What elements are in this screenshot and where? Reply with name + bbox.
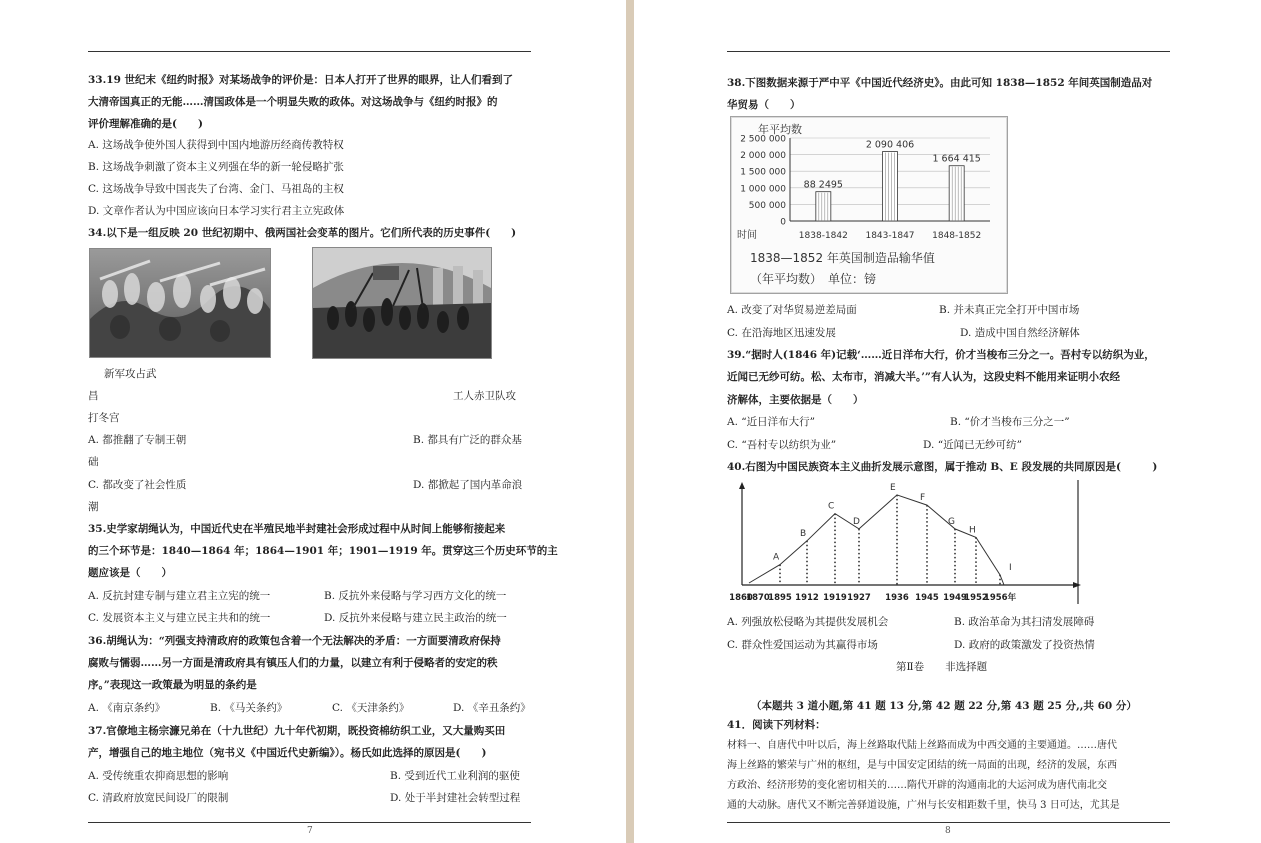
q35-line3: 题应该是（ ）: [88, 567, 172, 579]
q41-material-line2: 海上丝路的繁荣与广州的枢纽，是与中国安定团结的统一局面的出现，经济的发展，东西: [727, 760, 1117, 771]
q34-option-a[interactable]: A. 都推翻了专制王朝: [88, 434, 187, 446]
footer-rule: [727, 822, 1170, 823]
q38-option-d[interactable]: D. 造成中国自然经济解体: [960, 327, 1080, 339]
part2-title: 第Ⅱ卷 非选择题: [896, 661, 988, 673]
q37-option-c[interactable]: C. 清政府放宽民间设厂的限制: [88, 792, 229, 804]
q39-option-d[interactable]: D. “近闻已无纱可纺”: [923, 439, 1022, 451]
line-x-tick: 1952: [964, 593, 988, 603]
bar-chart-subtitle: （年平均数） 单位：镑: [750, 272, 877, 286]
point-label-h: H: [969, 525, 976, 536]
q39-option-b[interactable]: B. “价才当梭布三分之一”: [950, 416, 1070, 428]
bar: [816, 192, 831, 221]
q33-option-a[interactable]: A. 这场战争使外国人获得到中国内地游历经商传教特权: [88, 139, 344, 151]
line-x-tick: 1919: [823, 593, 847, 603]
page-number: 7: [307, 826, 313, 836]
part2-note: （本题共 3 道小题,第 41 题 13 分,第 42 题 22 分,第 43 题 25 分,,共 60 分）: [751, 700, 1137, 712]
page-gutter: [626, 0, 634, 843]
bar-y-tick: 2 500 000: [740, 134, 786, 145]
q36-line3: 序。”表现这一政策最为明显的条约是: [88, 679, 257, 691]
bar: [883, 152, 898, 221]
header-rule: [727, 51, 1170, 52]
point-label-c: C: [828, 501, 835, 512]
q34-option-b[interactable]: B. 都具有广泛的群众基: [413, 434, 522, 446]
page-8: [634, 0, 1261, 843]
q33-option-c[interactable]: C. 这场战争导致中国丧失了台湾、金门、马祖岛的主权: [88, 183, 344, 195]
q36-option-d[interactable]: D. 《辛丑条约》: [453, 702, 531, 714]
page-number: 8: [945, 826, 951, 836]
page-7: [0, 0, 626, 843]
bar: [949, 166, 964, 221]
q41-stem: 41．阅读下列材料：: [727, 719, 826, 731]
q40-option-c[interactable]: C. 群众性爱国运动为其赢得市场: [727, 639, 878, 651]
line-x-tick: 1945: [915, 593, 939, 603]
q39-line3: 济解体，主要依据是（ ）: [727, 394, 864, 406]
image2-caption-line2: 打冬宫: [88, 412, 120, 424]
point-label-g: G: [948, 516, 955, 527]
q33-line1: 33.19 世纪末《纽约时报》对某场战争的评价是：日本人打开了世界的眼界，让人们看到了: [88, 74, 514, 86]
q37-line1: 37.官僚地主杨宗濂兄弟在（十九世纪）九十年代初期，既投资棉纺织工业，又大量购买田: [88, 725, 506, 737]
bar-chart-title: 1838—1852 年英国制造品输华值: [750, 251, 935, 265]
bar-value-label: 2 090 406: [865, 139, 915, 151]
bar-value-label: 1 664 415: [932, 153, 981, 165]
q34-stem: 34.以下是一组反映 20 世纪初期中、俄两国社会变革的图片。它们所代表的历史事件( ): [88, 227, 517, 239]
q40-stem: 40.右图为中国民族资本主义曲折发展示意图，属于推动 B、E 段发展的共同原因是( ): [727, 461, 1158, 473]
q38-option-b[interactable]: B. 并未真正完全打开中国市场: [939, 304, 1080, 316]
q35-option-b[interactable]: B. 反抗外来侵略与学习西方文化的统一: [324, 590, 507, 602]
q34-option-b-cont[interactable]: 础: [88, 456, 99, 468]
bar-y-tick: 1 500 000: [740, 167, 786, 178]
line-x-tick: 1956年: [983, 593, 1017, 603]
image1-caption-line1: 新军攻占武: [104, 368, 157, 380]
q36-option-a[interactable]: A. 《南京条约》: [88, 702, 166, 714]
bar-x-tick: 1838-1842: [798, 231, 848, 241]
q39-line1: 39.“据时人(1846 年)记载‘……近日洋布大行，价才当梭布三分之一。吾村专以纺织为业，: [727, 349, 1155, 361]
line-x-tick: 1895: [768, 593, 792, 603]
q36-line1: 36.胡绳认为：“列强支持清政府的政策包含着一个无法解决的矛盾：一方面要清政府保持: [88, 635, 501, 647]
bar-y-axis-label: 年平均数: [758, 123, 802, 136]
development-curve: [749, 495, 1004, 585]
q33-option-d[interactable]: D. 文章作者认为中国应该向日本学习实行君主立宪政体: [88, 205, 345, 217]
q38-line1: 38.下图数据来源于严中平《中国近代经济史》。由此可知 1838—1852 年间英国制造品对: [727, 77, 1153, 89]
x-axis-arrow: [1073, 582, 1081, 588]
q33-line3: 评价理解准确的是( ): [88, 118, 203, 130]
trade-bar-chart: [730, 116, 1008, 294]
wuchang-uprising-relief-image: [89, 248, 271, 358]
q37-option-a[interactable]: A. 受传统重农抑商思想的影响: [88, 770, 229, 782]
point-label-f: F: [920, 493, 926, 504]
footer-rule: [88, 822, 531, 823]
point-label-i: I: [1009, 562, 1012, 573]
line-x-tick: 1912: [795, 593, 819, 603]
q40-option-b[interactable]: B. 政治革命为其扫清发展障碍: [954, 616, 1095, 628]
point-label-e: E: [890, 482, 896, 493]
q35-line2: 的三个环节是：1840—1864 年；1864—1901 年；1901—1919 年。贯穿这三个历史环节的主: [88, 545, 558, 557]
q38-option-c[interactable]: C. 在沿海地区迅速发展: [727, 327, 836, 339]
q37-line2: 产，增强自己的地主地位（宛书义《中国近代史新编》）。杨氏如此选择的原因是( ): [88, 747, 487, 759]
line-x-tick: 1870: [746, 593, 770, 603]
q39-option-c[interactable]: C. “吾村专以纺织为业”: [727, 439, 837, 451]
q41-material-line1: 材料一、自唐代中叶以后，海上丝路取代陆上丝路而成为中西交通的主要通道。……唐代: [727, 740, 1117, 751]
national-capitalism-line-chart: [727, 480, 1087, 606]
q34-option-d-cont[interactable]: 潮: [88, 501, 99, 513]
bar-y-tick: 1 000 000: [740, 184, 786, 195]
point-label-d: D: [853, 516, 860, 527]
bar-y-tick: 0: [780, 217, 786, 228]
q37-option-b[interactable]: B. 受到近代工业利润的驱使: [390, 770, 520, 782]
point-label-a: A: [773, 552, 780, 563]
q33-line2: 大清帝国真正的无能……清国政体是一个明显失败的政体。对这场战争与《纽约时报》的: [88, 96, 498, 108]
image1-caption-line2: 昌: [88, 390, 99, 402]
line-x-tick: 1927: [847, 593, 871, 603]
q36-line2: 腐败与懦弱……另一方面是清政府具有镇压人们的力量，以建立有利于侵略者的安定的秩: [88, 657, 498, 669]
q34-option-d[interactable]: D. 都掀起了国内革命浪: [413, 479, 523, 491]
storming-winter-palace-image: [312, 247, 492, 359]
image2-caption-line1: 工人赤卫队攻: [453, 390, 516, 402]
q40-option-a[interactable]: A. 列强放松侵略为其提供发展机会: [727, 616, 889, 628]
q38-option-a[interactable]: A. 改变了对华贸易逆差局面: [727, 304, 857, 316]
q39-option-a[interactable]: A. “近日洋布大行”: [727, 416, 815, 428]
line-x-tick: 1936: [885, 593, 909, 603]
q34-option-c[interactable]: C. 都改变了社会性质: [88, 479, 187, 491]
bar-x-axis-label: 时间: [737, 230, 757, 241]
header-rule: [88, 51, 531, 52]
bar-y-tick: 2 000 000: [740, 151, 786, 162]
bar-value-label: 88 2495: [803, 179, 843, 191]
bar-y-tick: 500 000: [748, 200, 786, 211]
q35-option-d[interactable]: D. 反抗外来侵略与建立民主政治的统一: [324, 612, 507, 624]
q35-option-c[interactable]: C. 发展资本主义与建立民主共和的统一: [88, 612, 271, 624]
q33-option-b[interactable]: B. 这场战争刺激了资本主义列强在华的新一轮侵略扩张: [88, 161, 344, 173]
y-axis-arrow: [739, 482, 745, 489]
q40-option-d[interactable]: D. 政府的政策激发了投资热情: [954, 639, 1095, 651]
line-x-tick: 1860: [729, 593, 753, 603]
q41-material-line3: 方政治、经济形势的变化密切相关的……隋代开辟的沟通南北的大运河成为唐代南北交: [727, 780, 1107, 791]
bar-x-tick: 1848-1852: [932, 231, 982, 241]
q41-material-line4: 通的大动脉。唐代又不断完善驿道设施，广州与长安相距数千里，快马 3 日可达，尤其是: [727, 800, 1120, 811]
q36-option-b[interactable]: B. 《马关条约》: [210, 702, 288, 714]
q37-option-d[interactable]: D. 处于半封建社会转型过程: [390, 792, 521, 804]
point-label-b: B: [800, 528, 807, 539]
q36-option-c[interactable]: C. 《天津条约》: [332, 702, 410, 714]
line-x-tick: 1949: [943, 593, 967, 603]
q35-option-a[interactable]: A. 反抗封建专制与建立君主立宪的统一: [88, 590, 271, 602]
q38-line2: 华贸易（ ）: [727, 99, 801, 111]
bar-x-tick: 1843-1847: [865, 231, 915, 241]
q35-line1: 35.史学家胡绳认为，中国近代史在半殖民地半封建社会形成过程中从时间上能够衔接起来: [88, 523, 506, 535]
q39-line2: 近闻已无纱可纺。松、太布市，消减大半。’”有人认为，这段史料不能用来证明小农经: [727, 371, 1120, 383]
